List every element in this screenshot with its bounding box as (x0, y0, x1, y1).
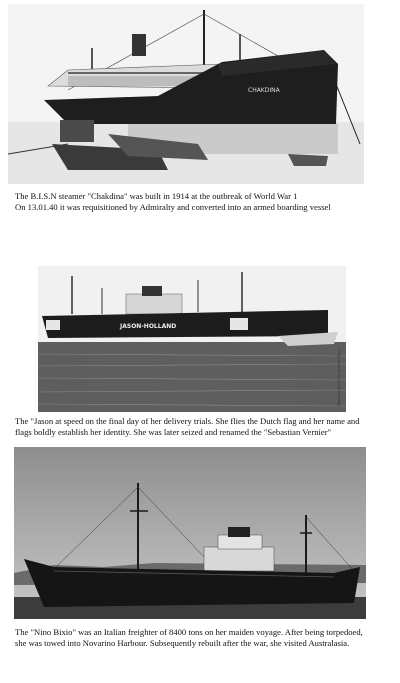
chakdina-ship-image (8, 4, 364, 184)
photo-nino-bixio (14, 447, 366, 619)
caption-line: The "Jason at speed on the final day of her delivery trials. She flies the Dutch flag and her name and (15, 416, 360, 426)
caption-line: On 13.01.40 it was requisitioned by Admiralty and converted into an armed boarding vessel (15, 202, 331, 212)
photo-jason (38, 266, 346, 412)
jason-hull-name: JASON-HOLLAND (120, 323, 177, 330)
nino-bixio-ship-image (14, 447, 366, 619)
photo-chakdina (8, 4, 364, 184)
chakdina-hull-name: CHAKDINA (248, 87, 280, 94)
caption-line: flags boldly establish her identity. She was later seized and renamed the "Sebastian Vernier" (15, 427, 332, 437)
caption-line: The "Nino Bixio" was an Italian freighter of 8400 tons on her maiden voyage. After being torpedoed, (15, 627, 363, 637)
caption-nino-bixio (15, 627, 363, 649)
caption-chakdina (15, 191, 331, 213)
caption-line: The B.I.S.N steamer "Chakdina" was built in 1914 at the outbreak of World War 1 (15, 191, 298, 201)
jason-ship-image (38, 266, 346, 412)
caption-jason (15, 416, 360, 438)
caption-line: she was towed into Novarino Harbour. Subsequently rebuilt after the war, she visited Australasia. (15, 638, 350, 648)
photo-credit: Historical Branch Royal Dutch Navy (337, 349, 341, 406)
